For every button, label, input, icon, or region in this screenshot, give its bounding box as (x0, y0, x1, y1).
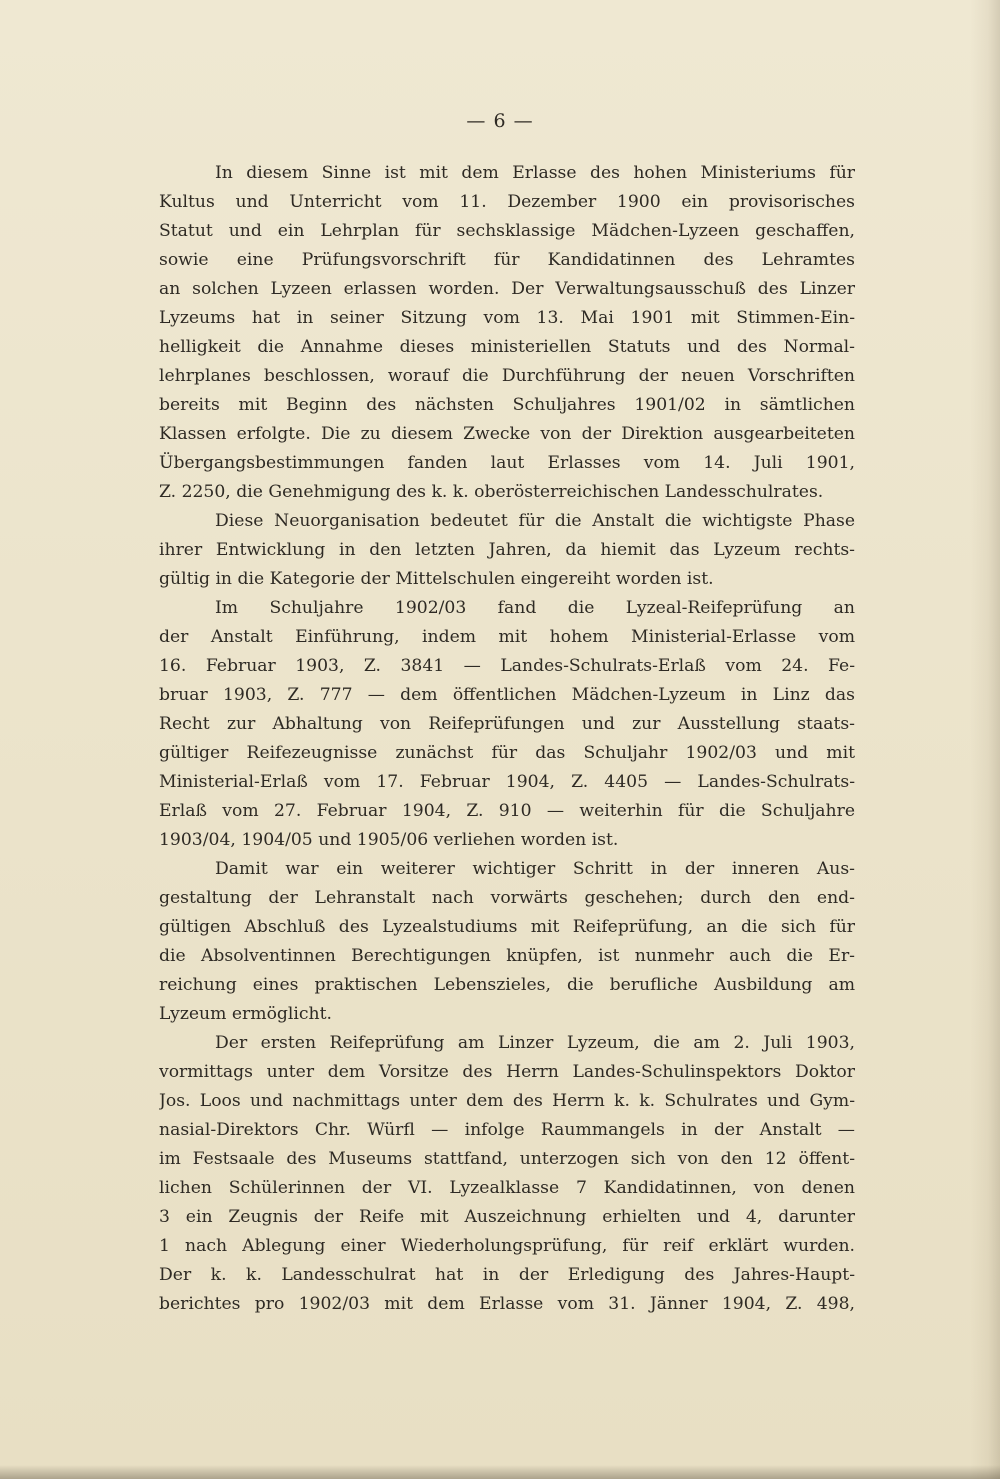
text-line: 16. Februar 1903, Z. 3841 — Landes-Schulrats-Erlaß vom 24. Fe- (159, 656, 855, 676)
text-line: gültigen Abschluß des Lyzealstudiums mit Reifeprüfung, an die sich für (159, 917, 855, 937)
text-line: die Absolventinnen Berechtigungen knüpfen, ist nunmehr auch die Er- (159, 946, 855, 966)
text-line: sowie eine Prüfungsvorschrift für Kandidatinnen des Lehramtes (159, 250, 855, 270)
text-line: bereits mit Beginn des nächsten Schuljahres 1901/02 in sämtlichen (159, 395, 855, 415)
text-line: helligkeit die Annahme dieses ministeriellen Statuts und des Normal- (159, 337, 855, 357)
text-line: Erlaß vom 27. Februar 1904, Z. 910 — weiterhin für die Schuljahre (159, 801, 855, 821)
text-line: Klassen erfolgte. Die zu diesem Zwecke von der Direktion ausgearbeiteten (159, 424, 855, 444)
text-line: gültig in die Kategorie der Mittelschulen eingereiht worden ist. (159, 569, 714, 589)
text-line: Lyzeums hat in seiner Sitzung vom 13. Mai 1901 mit Stimmen-Ein- (159, 308, 855, 328)
text-line: im Festsaale des Museums stattfand, unterzogen sich von den 12 öffent- (159, 1149, 855, 1169)
text-line: Kultus und Unterricht vom 11. Dezember 1900 ein provisorisches (159, 192, 855, 212)
text-line: In diesem Sinne ist mit dem Erlasse des hohen Ministeriums für (215, 163, 855, 183)
text-line: berichtes pro 1902/03 mit dem Erlasse vom 31. Jänner 1904, Z. 498, (159, 1294, 855, 1314)
text-line: Statut und ein Lehrplan für sechsklassige Mädchen-Lyzeen geschaffen, (159, 221, 855, 241)
text-line: Übergangsbestimmungen fanden laut Erlasses vom 14. Juli 1901, (159, 453, 855, 473)
text-line: der Anstalt Einführung, indem mit hohem Ministerial-Erlasse vom (159, 627, 855, 647)
page-bottom-shadow (0, 1465, 1000, 1479)
text-line: Damit war ein weiterer wichtiger Schritt in der inneren Aus- (215, 859, 855, 879)
text-line: 1 nach Ablegung einer Wiederholungsprüfung, für reif erklärt wurden. (159, 1236, 855, 1256)
text-line: Diese Neuorganisation bedeutet für die Anstalt die wichtigste Phase (215, 511, 855, 531)
text-line: an solchen Lyzeen erlassen worden. Der Verwaltungsausschuß des Linzer (159, 279, 855, 299)
text-line: Recht zur Abhaltung von Reifeprüfungen und zur Ausstellung staats- (159, 714, 855, 734)
text-line: Jos. Loos und nachmittags unter dem des Herrn k. k. Schulrates und Gym- (159, 1091, 855, 1111)
text-line: Ministerial-Erlaß vom 17. Februar 1904, Z. 4405 — Landes-Schulrats- (159, 772, 855, 792)
text-line: 1903/04, 1904/05 und 1905/06 verliehen worden ist. (159, 830, 619, 850)
text-line: reichung eines praktischen Lebenszieles, die berufliche Ausbildung am (159, 975, 855, 995)
text-line: nasial-Direktors Chr. Würfl — infolge Raummangels in der Anstalt — (159, 1120, 855, 1140)
page-edge-shadow (970, 0, 1000, 1479)
text-line: Der ersten Reifeprüfung am Linzer Lyzeum, die am 2. Juli 1903, (215, 1033, 855, 1053)
text-line: ihrer Entwicklung in den letzten Jahren, da hiemit das Lyzeum rechts- (159, 540, 855, 560)
text-line: Der k. k. Landesschulrat hat in der Erledigung des Jahres-Haupt- (159, 1265, 855, 1285)
text-line: gültiger Reifezeugnisse zunächst für das Schuljahr 1902/03 und mit (159, 743, 855, 763)
text-line: bruar 1903, Z. 777 — dem öffentlichen Mädchen-Lyzeum in Linz das (159, 685, 855, 705)
text-line: 3 ein Zeugnis der Reife mit Auszeichnung erhielten und 4, darunter (159, 1207, 855, 1227)
text-line: lichen Schülerinnen der VI. Lyzealklasse 7 Kandidatinnen, von denen (159, 1178, 855, 1198)
page-number: — 6 — (466, 110, 534, 132)
text-line: vormittags unter dem Vorsitze des Herrn Landes-Schulinspektors Doktor (159, 1062, 855, 1082)
text-line: Im Schuljahre 1902/03 fand die Lyzeal-Reifeprüfung an (215, 598, 855, 618)
text-line: gestaltung der Lehranstalt nach vorwärts geschehen; durch den end- (159, 888, 855, 908)
text-line: lehrplanes beschlossen, worauf die Durchführung der neuen Vorschriften (159, 366, 855, 386)
text-line: Z. 2250, die Genehmigung des k. k. oberösterreichischen Landesschulrates. (159, 482, 824, 502)
text-line: Lyzeum ermöglicht. (159, 1004, 332, 1024)
body-text (159, 159, 855, 1319)
